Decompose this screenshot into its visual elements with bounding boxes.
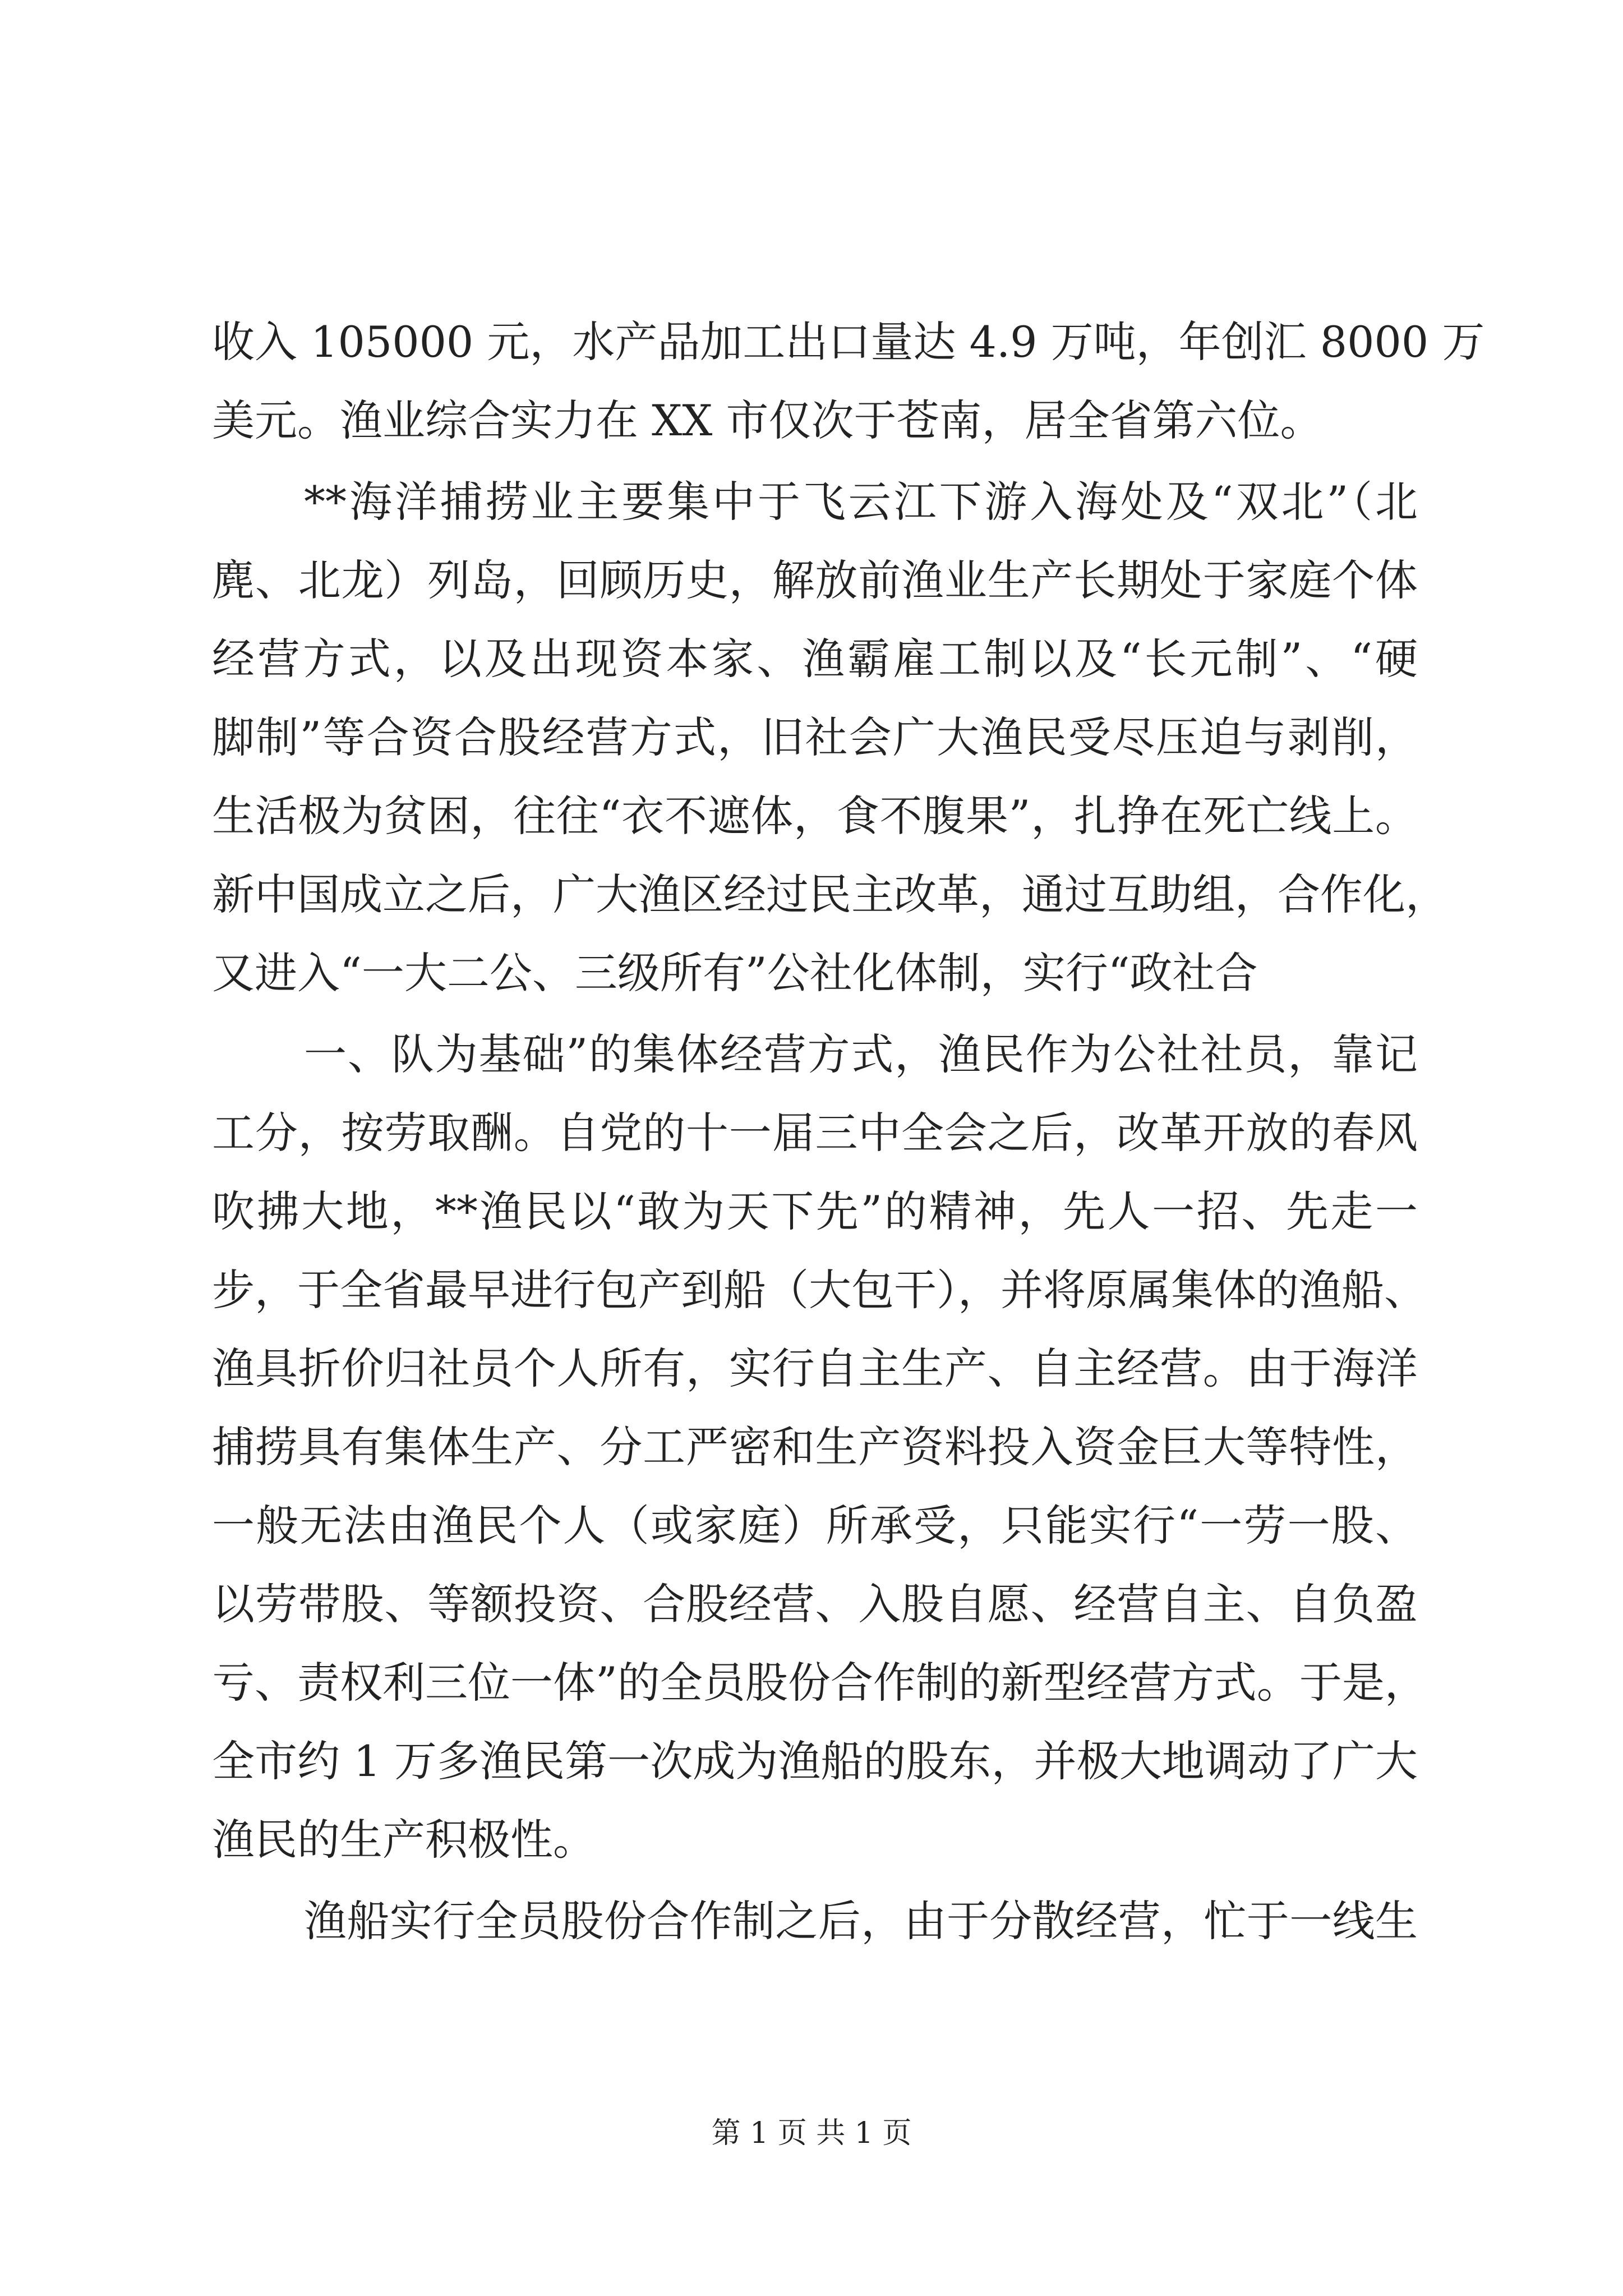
text-line: 以劳带股、等额投资、合股经营、入股自愿、经营自主、自负盈	[212, 1579, 1418, 1629]
text-line: 一般无法由渔民个人（或家庭）所承受，只能实行“一劳一股、	[212, 1501, 1418, 1550]
text-line: 脚制”等合资合股经营方式，旧社会广大渔民受尽压迫与剥削，	[212, 712, 1418, 762]
text-line: 吹拂大地，**渔民以“敢为天下先”的精神，先人一招、先走一	[212, 1186, 1418, 1236]
text-line: 生活极为贫困，往往“衣不遮体，食不腹果”，扎挣在死亡线上。	[212, 791, 1418, 841]
text-line: 美元。渔业综合实力在 XX 市仅次于苍南，居全省第六位。	[212, 395, 1323, 445]
text-line: 工分，按劳取酬。自党的十一届三中全会之后，改革开放的春风	[212, 1108, 1418, 1158]
paragraph-first-line: 一、队为基础”的集体经营方式，渔民作为公社社员，靠记	[304, 1029, 1418, 1079]
page-footer: 第 1 页 共 1 页	[711, 2116, 912, 2150]
text-line: 步，于全省最早进行包产到船（大包干），并将原属集体的渔船、	[212, 1265, 1427, 1315]
paragraph-first-line: 渔船实行全员股份合作制之后，由于分散经营，忙于一线生	[304, 1896, 1418, 1946]
text-line: 全市约 1 万多渔民第一次成为渔船的股东，并极大地调动了广大	[212, 1736, 1418, 1786]
text-line: 捕捞具有集体生产、分工严密和生产资料投入资金巨大等特性，	[212, 1422, 1418, 1472]
text-line: 经营方式，以及出现资本家、渔霸雇工制以及“长元制”、“硬	[212, 634, 1418, 684]
text-line: 亏、责权利三位一体”的全员股份合作制的新型经营方式。于是，	[212, 1658, 1427, 1708]
text-line: 渔民的生产积极性。	[212, 1815, 596, 1865]
text-line: 渔具折价归社员个人所有，实行自主生产、自主经营。由于海洋	[212, 1343, 1418, 1393]
paragraph-first-line: **海洋捕捞业主要集中于飞云江下游入海处及“双北”（北	[304, 477, 1418, 527]
text-line: 又进入“一大二公、三级所有”公社化体制，实行“政社合	[212, 948, 1258, 998]
text-line: 新中国成立之后，广大渔区经过民主改革，通过互助组，合作化，	[212, 869, 1448, 919]
text-line: 收入 105000 元，水产品加工出口量达 4.9 万吨，年创汇 8000 万	[212, 317, 1485, 367]
text-line: 麂、北龙）列岛，回顾历史，解放前渔业生产长期处于家庭个体	[212, 555, 1418, 605]
